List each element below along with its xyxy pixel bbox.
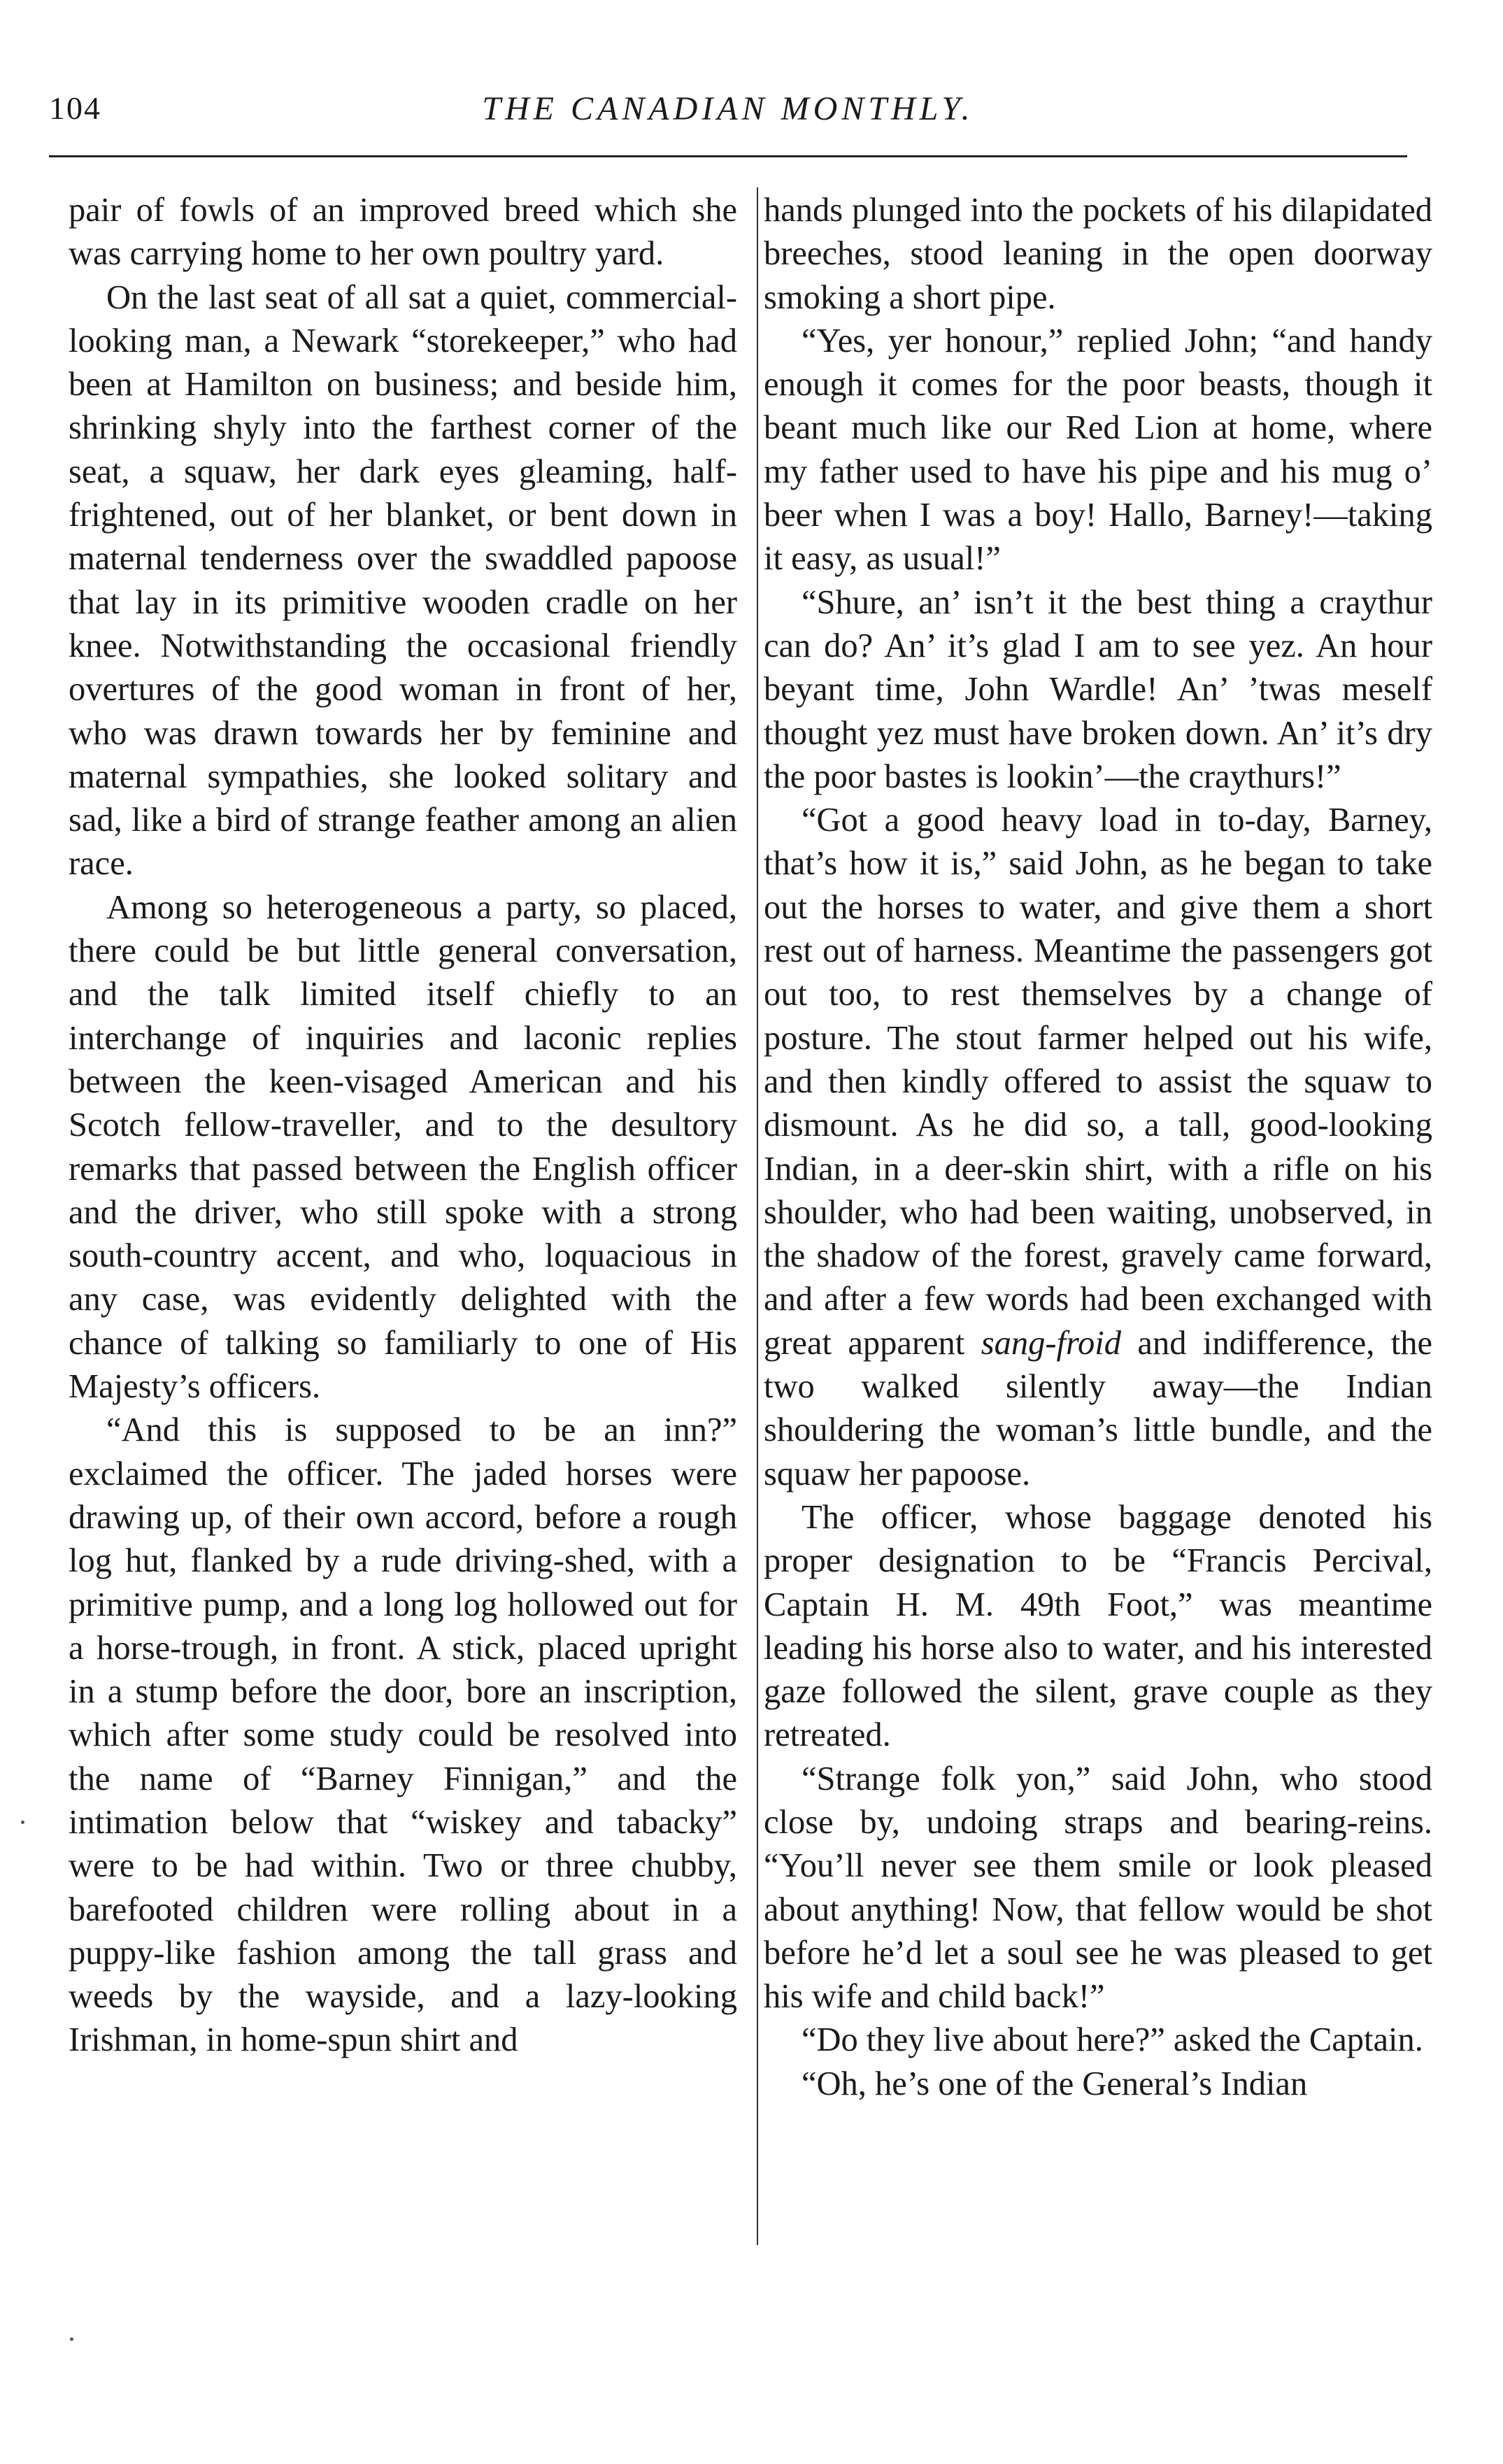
header-rule [49,155,1407,157]
left-column [69,189,737,2063]
paragraph [764,799,1432,1496]
scan-speck [21,1821,24,1824]
paragraph: “Yes, yer honour,” replied John; “and handy enough it comes for the poor beasts, though it beant much like our Red Lion at home, where my father used to have his pipe and his mug o’ beer when I was a boy! Hallo, Barney!—taking it easy, as usual!” [764,322,1432,578]
paragraph: “Oh, he’s one of the General’s Indian [802,2065,1308,2102]
paragraph: “Strange folk yon,” said John, who stood close by, undoing straps and bearing-reins. “You’ll never see them smile or look pleased about anything! Now, that fellow would be shot before he’d let a soul see he was pleased to get his wife and child back!” [764,1760,1432,2016]
paragraph: pair of fowls of an improved breed which she was carrying home to her own poultry yard. [69,192,737,273]
paragraph: “Shure, an’ isn’t it the best thing a craythur can do? An’ it’s glad I am to see yez. An hour beyant time, John Wardle! An’ ’twas meself thought yez must have broken down. An’ it’s dry the poor bastes is lookin’—the craythurs!” [764,583,1432,795]
scan-speck [70,2337,73,2341]
paragraph: hands plunged into the pockets of his dilapidated breeches, stood leaning in the open doorway smoking a short pipe. [764,192,1432,316]
running-title: THE CANADIAN MONTHLY. [482,90,974,127]
page-header [49,90,1407,138]
paragraph: “Do they live about here?” asked the Captain. [802,2021,1423,2059]
paragraph-text: “Got a good heavy load in to-day, Barney, that’s how it is,” said John, as he began to take out the horses to water, and give them a short rest out of harness. Meantime the passengers got out too, to rest themselves by a change of posture. The stout farmer helped out his wife, and then kindly offered to assist the squaw to dismount. As he did so, a tall, good-looking Indian, in a deer-skin shirt, with a rifle on his shoulder, who had been waiting, unobserved, in the shadow of the forest, gravely came forward, and after a few words had been exchanged with great apparent [764,802,1432,1362]
paragraph: Among so heterogeneous a party, so placed, there could be but little general conversation, and the talk limited itself chiefly to an interchange of inquiries and laconic replies between the keen-visaged American and his Scotch fellow-traveller, and to the desultory remarks that passed between the English officer and the driver, who still spoke with a strong south-country accent, and who, loquacious in any case, was evidently delighted with the chance of talking so familiarly to one of His Majesty’s officers. [69,888,737,1406]
column-divider [757,187,758,2245]
page-number: 104 [49,90,101,126]
paragraph: On the last seat of all sat a quiet, commercial-looking man, a Newark “storekeeper,” who had been at Hamilton on business; and beside him, shrinking shyly into the farthest corner of the seat, a squaw, her dark eyes gleaming, half-frightened, out of her blanket, or bent down in maternal tenderness over the swaddled papoose that lay in its primitive wooden cradle on her knee. Notwithstanding the occasional friendly overtures of the good woman in front of her, who was drawn towards her by feminine and maternal sympathies, she looked solitary and sad, like a bird of strange feather among an alien race. [69,278,737,883]
italic-phrase: sang-froid [981,1324,1122,1362]
paragraph: The officer, whose baggage denoted his proper designation to be “Francis Percival, Captain H. M. 49th Foot,” was meantime leading his horse also to water, and his interested gaze followed the silent, grave couple as they retreated. [764,1498,1432,1754]
right-column [764,189,1432,2106]
paragraph: “And this is supposed to be an inn?” exclaimed the officer. The jaded horses were drawing up, of their own accord, before a rough log hut, flanked by a rude driving-shed, with a primitive pump, and a long log hollowed out for a horse-trough, in front. A stick, placed upright in a stump before the door, bore an inscription, which after some study could be resolved into the name of “Barney Finnigan,” and the intimation below that “wiskey and tabacky” were to be had within. Two or three chubby, barefooted children were rolling about in a puppy-like fashion among the tall grass and weeds by the wayside, and a lazy-looking Irishman, in home-spun shirt and [69,1411,737,2059]
paragraph-text: and indifference, the two walked silently away—the Indian shouldering the woman’s little bundle, and the squaw her papoose. [764,1324,1433,1493]
